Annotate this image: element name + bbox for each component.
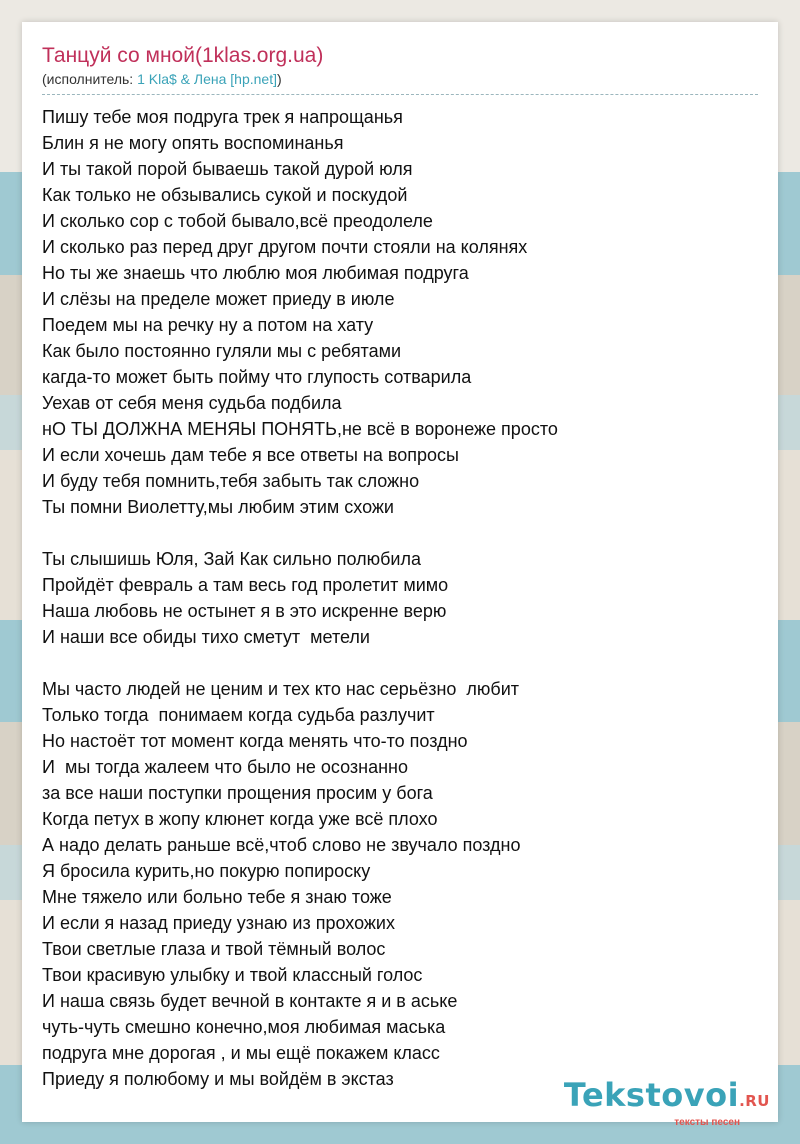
tekstovoi-logo[interactable]: [564, 1078, 770, 1128]
song-header: [42, 42, 758, 95]
lyric-line: Твои светлые глаза и твой тёмный волос: [42, 939, 386, 959]
lyric-line: И если я назад приеду узнаю из прохожих: [42, 913, 395, 933]
lyric-line: Наша любовь не остынет я в это искренне верю: [42, 601, 447, 621]
lyric-line: подруга мне дорогая , и мы ещё покажем класс: [42, 1043, 440, 1063]
artist-link[interactable]: 1 Kla$ & Лена [hp.net]: [137, 71, 277, 87]
lyric-line: И если хочешь дам тебе я все ответы на вопросы: [42, 445, 459, 465]
lyric-line: И слёзы на пределе может приеду в июле: [42, 289, 395, 309]
lyric-line: Ты помни Виолетту,мы любим этим схожи: [42, 497, 394, 517]
lyric-line: Как было постоянно гуляли мы с ребятами: [42, 341, 402, 361]
lyric-line: Как только не обзывались сукой и поскудой: [42, 185, 408, 205]
artist-line: [42, 70, 758, 88]
lyric-line: кагда-то может быть пойму что глупость сотварила: [42, 367, 472, 387]
lyric-line: Мне тяжело или больно тебе я знаю тоже: [42, 887, 392, 907]
artist-suffix: ): [277, 71, 282, 87]
lyrics-card: [22, 22, 778, 1122]
song-title: Танцуй со мной(1klas.org.ua): [42, 44, 324, 67]
lyric-line: И наша связь будет вечной в контакте я и в аське: [42, 991, 458, 1011]
lyrics-text: [42, 104, 758, 1092]
lyric-line: И сколько раз перед друг другом почти стояли на колянях: [42, 237, 528, 257]
lyric-line: нО ТЫ ДОЛЖНА МЕНЯЫ ПОНЯТЬ,не всё в воронеже просто: [42, 419, 558, 439]
lyric-line: И сколько сор с тобой бывало,всё преодолеле: [42, 211, 433, 231]
stanza-break: [42, 650, 758, 676]
lyric-line: И мы тогда жалеем что было не осознанно: [42, 757, 408, 777]
lyric-line: А надо делать раньше всё,чтоб слово не звучало поздно: [42, 835, 521, 855]
artist-prefix: (исполнитель:: [42, 71, 138, 87]
lyric-line: Я бросила курить,но покурю попироску: [42, 861, 371, 881]
lyric-line: Только тогда понимаем когда судьба разлучит: [42, 705, 435, 725]
lyric-line: Когда петух в жопу клюнет когда уже всё плохо: [42, 809, 438, 829]
logo-tld: .RU: [739, 1092, 770, 1110]
lyric-line: Уехав от себя меня судьба подбила: [42, 393, 342, 413]
lyric-line: Мы часто людей не ценим и тех кто нас серьёзно любит: [42, 679, 520, 699]
lyric-line: Пройдёт февраль а там весь год пролетит мимо: [42, 575, 449, 595]
lyric-line: Но ты же знаешь что люблю моя любимая подруга: [42, 263, 469, 283]
lyric-line: Поедем мы на речку ну а потом на хату: [42, 315, 374, 335]
lyric-line: Пишу тебе моя подруга трек я напрощанья: [42, 107, 403, 127]
lyric-line: И наши все обиды тихо сметут метели: [42, 627, 370, 647]
lyric-line: Твои красивую улыбку и твой классный голос: [42, 965, 423, 985]
logo-main-text: Tekstovoi: [563, 1076, 740, 1114]
logo-tagline: тексты песен: [674, 1117, 740, 1128]
stanza-break: [42, 520, 758, 546]
lyric-line: И буду тебя помнить,тебя забыть так сложно: [42, 471, 420, 491]
lyric-line: чуть-чуть смешно конечно,моя любимая маська: [42, 1017, 446, 1037]
logo-wordmark: [564, 1078, 770, 1118]
lyric-line: И ты такой порой бываешь такой дурой юля: [42, 159, 413, 179]
lyric-line: Ты слышишь Юля, Зай Как сильно полюбила: [42, 549, 421, 569]
lyric-line: за все наши поступки прощения просим у бога: [42, 783, 433, 803]
lyric-line: Блин я не могу опять воспоминанья: [42, 133, 344, 153]
lyric-line: Но настоёт тот момент когда менять что-то поздно: [42, 731, 468, 751]
lyric-line: Приеду я полюбому и мы войдём в экстаз: [42, 1069, 394, 1089]
